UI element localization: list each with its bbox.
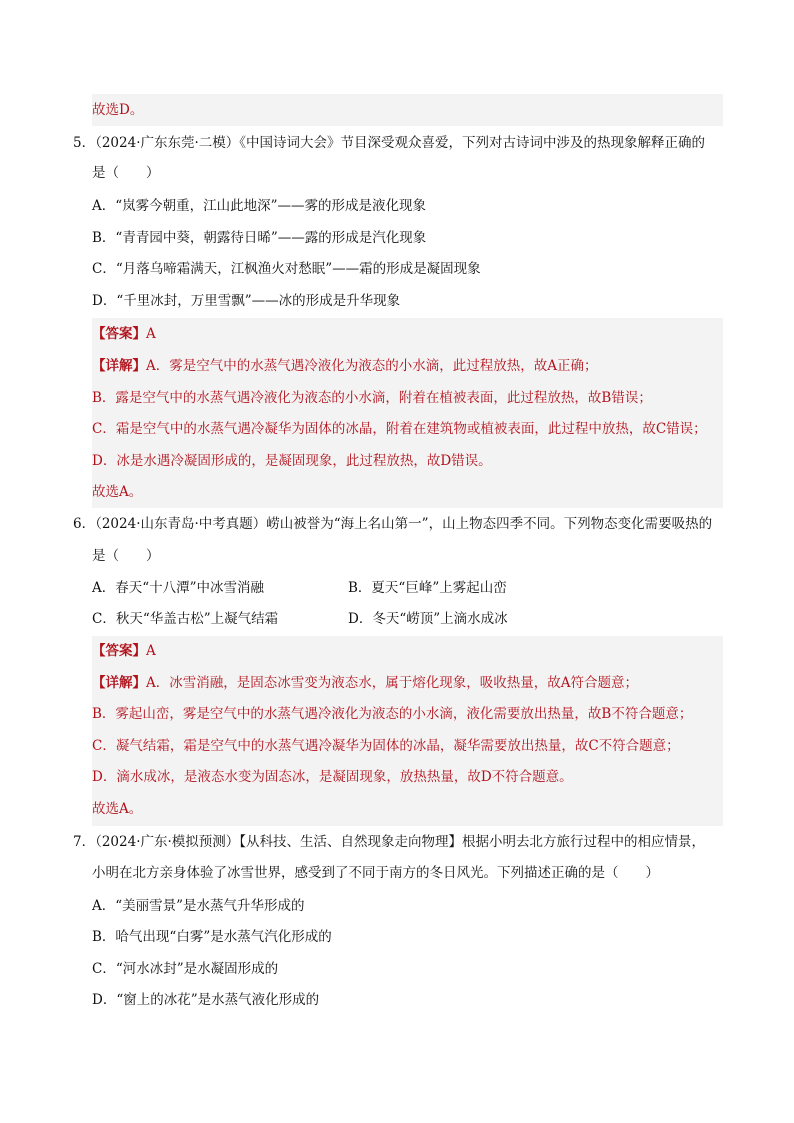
q5-option-d: D．“千里冰封，万里雪飘”——冰的形成是升华现象: [92, 293, 401, 309]
q7-option-d: D．“窗上的冰花”是水蒸气液化形成的: [92, 992, 320, 1008]
q4-conclusion: 故选D。: [92, 102, 144, 118]
q7-option-b: B．哈气出现“白雾”是水蒸气汽化形成的: [92, 929, 332, 945]
q6-answer-tag: 【答案】: [92, 643, 146, 659]
q7-option-c: C．“河水冰封”是水凝固形成的: [92, 961, 279, 977]
q6-detail-line1: [92, 673, 638, 693]
q6-option-b: B．夏天“巨峰”上雾起山峦: [348, 580, 507, 596]
q4-answer-block: [92, 94, 723, 126]
q5-answer-block: [92, 318, 723, 508]
q6-conclusion: 故选A。: [92, 801, 143, 817]
q7-stem-line1: 7．（2024·广东·模拟预测）【从科技、生活、自然现象走向物理】根据小明去北方旅行过程中的相应情景，: [73, 834, 706, 850]
q6-detail-line3: C．凝气结霜，霜是空气中的水蒸气遇冷凝华为固体的冰晶，凝华需要放出热量，故C不符合题意；: [92, 738, 680, 754]
q6-option-a: A．春天“十八潭”中冰雪消融: [92, 580, 265, 596]
q5-option-c: C．“月落乌啼霜满天，江枫渔火对愁眠”——霜的形成是凝固现象: [92, 261, 481, 277]
q5-option-b: B．“青青园中葵，朝露待日晞”——露的形成是汽化现象: [92, 230, 427, 246]
q6-stem-line1: 6．（2024·山东青岛·中考真题）崂山被誉为“海上名山第一”，山上物态四季不同。下列物态变化需要吸热的: [73, 516, 713, 532]
q6-detail-line2: B．雾起山峦，雾是空气中的水蒸气遇冷液化为液态的小水滴，液化需要放出热量，故B不符合题意；: [92, 706, 693, 722]
q5-detail-line3: C．霜是空气中的水蒸气遇冷凝华为固体的冰晶，附着在建筑物或植被表面，此过程中放热，故C错误；: [92, 421, 707, 437]
q7-stem-line2: 小明在北方亲身体验了冰雪世界，感受到了不同于南方的冬日风光。下列描述正确的是（ ）: [92, 865, 659, 881]
q5-detail-line4: D．冰是水遇冷凝固形成的，是凝固现象，此过程放热，故D错误。: [92, 453, 492, 469]
q6-answer-value: A: [146, 643, 156, 659]
q6-option-c: C．秋天“华盖古松”上凝气结霜: [92, 611, 279, 627]
q5-detail-line1: [92, 356, 598, 376]
q6-detail-tag: 【详解】: [92, 675, 146, 691]
q5-stem-line2: 是（ ）: [92, 165, 160, 181]
q6-option-d: D．冬天“崂顶”上滴水成冰: [348, 611, 508, 627]
q6-answer-block: [92, 636, 723, 826]
q5-option-a: A．“岚雾今朝重，江山此地深”——雾的形成是液化现象: [92, 198, 427, 214]
q6-detail-text1: A．冰雪消融，是固态冰雪变为液态水，属于熔化现象，吸收热量，故A符合题意；: [146, 675, 638, 691]
q5-detail-line2: B．露是空气中的水蒸气遇冷液化为液态的小水滴，附着在植被表面，此过程放热，故B错误；: [92, 390, 652, 406]
q5-conclusion: 故选A。: [92, 484, 143, 500]
q6-stem-line2: 是（ ）: [92, 548, 160, 564]
q7-option-a: A．“美丽雪景”是水蒸气升华形成的: [92, 898, 305, 914]
q5-detail-text1: A．雾是空气中的水蒸气遇冷液化为液态的小水滴，此过程放热，故A正确；: [146, 358, 598, 374]
q5-answer-value: A: [146, 326, 156, 342]
q6-detail-line4: D．滴水成冰，是液态水变为固态冰，是凝固现象，放热热量，故D不符合题意。: [92, 769, 573, 785]
q5-answer: [92, 324, 156, 344]
q5-stem-line1: 5．（2024·广东东莞·二模）《中国诗词大会》节目深受观众喜爱，下列对古诗词中涉及的热现象解释正确的: [73, 135, 706, 151]
q6-answer: [92, 641, 156, 661]
q5-answer-tag: 【答案】: [92, 326, 146, 342]
q5-detail-tag: 【详解】: [92, 358, 146, 374]
